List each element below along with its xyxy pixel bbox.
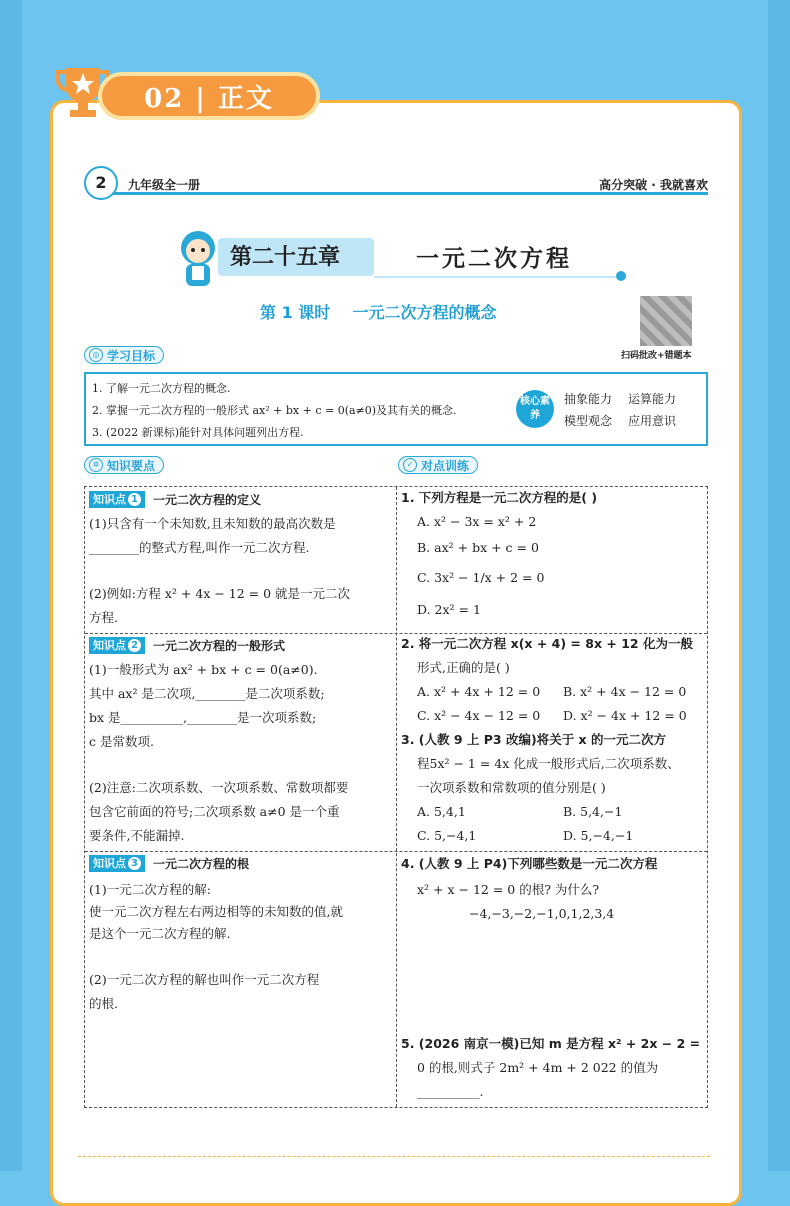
option: C. 5,−4,1 — [417, 828, 477, 843]
kp-text: (2)注意:二次项系数、一次项系数、常数项都要 — [89, 780, 349, 795]
question-text: 一次项系数和常数项的值分别是( ) — [417, 780, 606, 795]
practice-label-text: 对点训练 — [421, 458, 470, 473]
answer-blank[interactable]: __________. — [417, 1084, 484, 1099]
kp-tag: 知识点 1 — [89, 491, 145, 508]
chapter-heading — [170, 226, 630, 286]
option: C. x² − 4x − 12 = 0 — [417, 708, 541, 723]
question-5: 5. (2026 南京一模)已知 m 是方程 x² + 2x − 2 = — [401, 1036, 701, 1051]
section-tab: 02 | 正文 — [98, 72, 320, 120]
chapter-dot — [616, 271, 626, 281]
kp-tag: 知识点 3 — [89, 855, 145, 872]
option: A. 5,4,1 — [417, 804, 466, 819]
qr-caption: 扫码批改+错题本 — [621, 351, 692, 361]
question-1: 1. 下列方程是一元二次方程的是( ) — [401, 490, 598, 505]
atom-icon: ✲ — [89, 458, 103, 472]
kp-text: (2)一元二次方程的解也叫作一元二次方程 — [89, 972, 320, 987]
content-grid — [84, 486, 708, 1108]
knowledge-point-3 — [89, 855, 249, 872]
lesson-title: 第 1 课时 一元二次方程的概念 — [260, 303, 497, 322]
kp-title: 一元二次方程的根 — [153, 857, 250, 871]
row-divider — [85, 851, 707, 852]
knowledge-point-2 — [89, 637, 285, 654]
ability-item: 运算能力 — [628, 392, 677, 406]
objective-item: 1. 了解一元二次方程的概念. — [92, 382, 231, 395]
kp-text: 的根. — [89, 996, 118, 1011]
knowledge-point-1 — [89, 491, 261, 508]
option: D. x² − 4x + 12 = 0 — [563, 708, 687, 723]
kp-text: (1)一元二次方程的解: — [89, 882, 211, 897]
option: D. 5,−4,−1 — [563, 828, 634, 843]
kp-tag: 知识点 2 — [89, 637, 145, 654]
page-header — [84, 172, 708, 196]
kp-text: c 是常数项. — [89, 734, 154, 749]
kp-text: 其中 ax² 是二次项,________是二次项系数; — [89, 686, 325, 701]
option: B. ax² + bx + c = 0 — [417, 540, 539, 555]
objectives-label — [84, 346, 164, 364]
question-text: 程5x² − 1 = 4x 化成一般形式后,二次项系数、 — [417, 756, 680, 771]
kp-title: 一元二次方程的定义 — [153, 493, 262, 507]
option: C. 3x² − 1/x + 2 = 0 — [417, 570, 545, 585]
question-text: 0 的根,则式子 2m² + 4m + 2 022 的值为 — [417, 1060, 659, 1075]
objectives-box — [84, 372, 708, 446]
right-edge — [768, 0, 790, 1171]
question-text: 形式,正确的是( ) — [417, 660, 510, 675]
option: A. x² − 3x = x² + 2 — [417, 514, 537, 529]
column-divider — [396, 487, 397, 1107]
book-title: 九年级全一册 — [128, 178, 201, 192]
option: A. x² + 4x + 12 = 0 — [417, 684, 541, 699]
question-4: 4. (人教 9 上 P4)下列哪些数是一元二次方程 — [401, 856, 658, 871]
kp-text: bx 是__________,________是一次项系数; — [89, 710, 317, 725]
ability-item: 抽象能力 — [564, 392, 613, 406]
core-literacy-badge: 核心素养 — [516, 390, 554, 428]
kp-text: (1)只含有一个未知数,且未知数的最高次数是 — [89, 516, 336, 531]
ability-item: 应用意识 — [628, 414, 677, 428]
bottom-divider — [78, 1156, 710, 1157]
kp-text: 包含它前面的符号;二次项系数 a≠0 是一个重 — [89, 804, 340, 819]
checklist-icon: ✓ — [403, 458, 417, 472]
kp-text: ________的整式方程,叫作一元二次方程. — [89, 540, 310, 555]
chapter-underline — [374, 276, 620, 278]
kp-text: 方程. — [89, 610, 118, 625]
kp-text: (1)一般形式为 ax² + bx + c = 0(a≠0). — [89, 662, 318, 677]
practice-label — [398, 456, 478, 474]
knowledge-label-text: 知识要点 — [107, 458, 156, 473]
kp-text: 要条件,不能漏掉. — [89, 828, 185, 843]
option: B. x² + 4x − 12 = 0 — [563, 684, 687, 699]
left-edge — [0, 0, 22, 1171]
question-text: x² + x − 12 = 0 的根? 为什么? — [417, 882, 600, 897]
question-3: 3. (人教 9 上 P3 改编)将关于 x 的一元二次方 — [401, 732, 666, 747]
option: B. 5,4,−1 — [563, 804, 623, 819]
objectives-label-text: 学习目标 — [107, 348, 156, 363]
kp-text: 是这个一元二次方程的解. — [89, 926, 231, 941]
option: D. 2x² = 1 — [417, 602, 481, 617]
objective-item: 3. (2022 新课标)能针对具体问题列出方程. — [92, 426, 304, 439]
ability-item: 模型观念 — [564, 414, 613, 428]
candidate-values: −4,−3,−2,−1,0,1,2,3,4 — [469, 906, 615, 921]
page-number: 2 — [84, 166, 118, 200]
series-slogan: 高分突破 · 我就喜欢 — [599, 178, 708, 192]
chapter-title: 一元二次方程 — [416, 246, 572, 272]
kp-title: 一元二次方程的一般形式 — [153, 639, 286, 653]
objective-item: 2. 掌握一元二次方程的一般形式 ax² + bx + c = 0(a≠0)及其有关的概念. — [92, 404, 457, 417]
kp-text: (2)例如:方程 x² + 4x − 12 = 0 就是一元二次 — [89, 586, 351, 601]
target-icon: ◎ — [89, 348, 103, 362]
question-2: 2. 将一元二次方程 x(x + 4) = 8x + 12 化为一般 — [401, 636, 693, 651]
qr-code[interactable] — [640, 296, 692, 346]
knowledge-label — [84, 456, 164, 474]
chapter-number: 第二十五章 — [230, 245, 341, 270]
kp-text: 使一元二次方程左右两边相等的未知数的值,就 — [89, 904, 343, 919]
